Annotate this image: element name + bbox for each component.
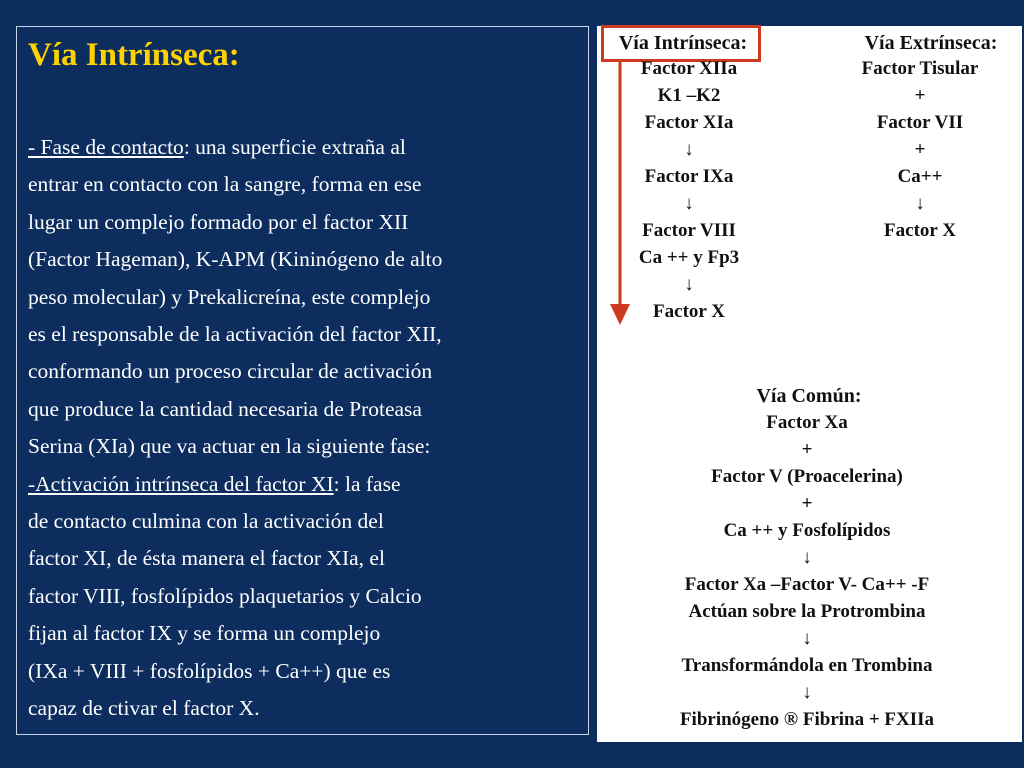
down-arrow-icon: ↓: [802, 547, 812, 568]
extrinsic-step: Factor VII: [876, 112, 964, 133]
line-text: : una superficie extraña al: [183, 135, 406, 159]
down-arrow-icon: ↓: [802, 682, 812, 703]
line-text: lugar un complejo formado por el factor XII: [28, 209, 409, 234]
body-line: [28, 503, 578, 540]
common-step: Factor Xa –Factor V- Ca++ -F: [684, 574, 930, 595]
body-line: [28, 353, 578, 390]
down-arrow-icon: ↓: [684, 139, 694, 160]
line-text: factor VIII, fosfolípidos plaquetarios y Calcio: [28, 583, 422, 608]
intrinsic-step: Factor X: [653, 301, 725, 322]
intrinsic-step: K1 –K2: [657, 85, 721, 106]
line-text: de contacto culmina con la activación del: [28, 509, 384, 534]
down-arrow-icon: ↓: [915, 193, 925, 214]
line-text: (IXa + VIII + fosfolípidos + Ca++) que es: [28, 658, 391, 683]
line-text: conformando un proceso circular de activación: [28, 359, 433, 384]
plus-sign: +: [914, 139, 926, 160]
common-step: Factor Xa: [766, 412, 848, 433]
intrinsic-step: Factor VIII: [642, 220, 736, 241]
down-arrow-icon: ↓: [802, 628, 812, 649]
line-text: capaz de ctivar el factor X.: [28, 696, 260, 721]
text-panel: [16, 26, 589, 735]
line-text: entrar en contacto con la sangre, forma en ese: [28, 172, 422, 197]
body-line: [28, 690, 578, 727]
body-line: [28, 129, 578, 166]
common-step: Transformándola en Trombina: [681, 655, 933, 676]
plus-sign: +: [801, 439, 813, 460]
line-text: peso molecular) y Prekalicreína, este complejo: [28, 284, 431, 309]
down-arrow-icon: [609, 60, 631, 326]
line-text: : la fase: [333, 471, 401, 496]
line-text: Serina (XIa) que va actuar en la siguiente fase:: [28, 434, 431, 459]
line-text: que produce la cantidad necesaria de Proteasa: [28, 396, 422, 421]
line-text: factor XI, de ésta manera el factor XIa, el: [28, 546, 385, 571]
intrinsic-step: Factor XIa: [644, 112, 734, 133]
intrinsic-header: Vía Intrínseca:: [618, 32, 748, 54]
intrinsic-step: Ca ++ y Fp3: [638, 247, 740, 268]
extrinsic-step: Ca++: [897, 166, 943, 187]
common-header: Vía Común:: [756, 385, 862, 407]
body-line: [28, 391, 578, 428]
body-line: [28, 653, 578, 690]
body-line: [28, 428, 578, 465]
common-step: Ca ++ y Fosfolípidos: [723, 520, 891, 541]
body-line: [28, 204, 578, 241]
body-line: [28, 316, 578, 353]
common-step: Actúan sobre la Protrombina: [688, 601, 926, 622]
coagulation-diagram: [597, 26, 1022, 742]
body-line: [28, 578, 578, 615]
body-text: [28, 129, 578, 728]
line-text: es el responsable de la activación del factor XII,: [28, 322, 442, 347]
plus-sign: +: [914, 85, 926, 106]
slide-title: Vía Intrínseca:: [28, 37, 240, 73]
underlined-phrase: - Fase de contacto: [28, 135, 184, 159]
body-line: [28, 615, 578, 652]
line-text: fijan al factor IX y se forma un complejo: [28, 621, 381, 646]
body-line: [28, 540, 578, 577]
intrinsic-step: Factor XIIa: [640, 58, 738, 79]
body-line: [28, 279, 578, 316]
line-text: (Factor Hageman), K-APM (Kininógeno de alto: [28, 247, 443, 272]
intrinsic-step: Factor IXa: [644, 166, 734, 187]
body-line: [28, 466, 578, 503]
down-arrow-icon: ↓: [684, 193, 694, 214]
common-step: Fibrinógeno ® Fibrina + FXIIa: [679, 709, 935, 730]
down-arrow-icon: ↓: [684, 274, 694, 295]
body-line: [28, 166, 578, 203]
common-step: Factor V (Proacelerina): [711, 466, 903, 487]
extrinsic-header: Vía Extrínseca:: [864, 32, 998, 54]
extrinsic-step: Factor Tisular: [861, 58, 979, 79]
extrinsic-step: Factor X: [884, 220, 956, 241]
underlined-phrase: -Activación intrínseca del factor XI: [28, 471, 334, 496]
plus-sign: +: [801, 493, 813, 514]
body-line: [28, 241, 578, 278]
